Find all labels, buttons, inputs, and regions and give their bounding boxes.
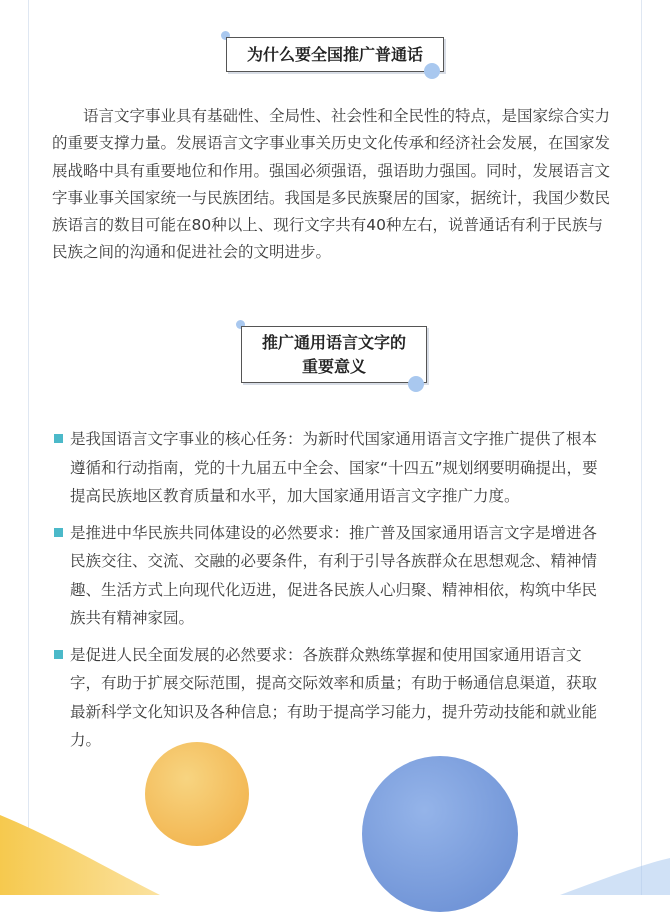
square-bullet-icon xyxy=(54,650,63,659)
left-border-line xyxy=(28,0,29,895)
list-item xyxy=(54,519,610,633)
orange-decorative-circle xyxy=(145,742,249,846)
list-item xyxy=(54,641,610,755)
blue-decorative-circle xyxy=(362,756,518,912)
list-item-text: 是推进中华民族共同体建设的必然要求：推广普及国家通用语言文字是增进各民族交往、交流、交融的必要条件，有利于引导各族群众在思想观念、精神情趣、生活方式上向现代化迈进，促进各民族人心归聚、精神相依，构筑中华民族共有精神家园。 xyxy=(70,523,598,627)
heading-dot-bottom-right xyxy=(408,376,424,392)
list-item-text: 是促进人民全面发展的必然要求：各族群众熟练掌握和使用国家通用语言文字，有助于扩展交际范围，提高交际效率和质量；有助于畅通信息渠道，获取最新科学文化知识及各种信息；有助于提高学习能力，提升劳动技能和就业能力。 xyxy=(70,645,598,749)
section1-heading xyxy=(226,37,444,72)
section2-title-line2: 重要意义 xyxy=(301,357,366,376)
section2-title-line1: 推广通用语言文字的 xyxy=(261,333,406,352)
square-bullet-icon xyxy=(54,528,63,537)
heading-dot-bottom-right xyxy=(424,63,440,79)
list-item-text: 是我国语言文字事业的核心任务：为新时代国家通用语言文字推广提供了根本遵循和行动指南，党的十九届五中全会、国家“十四五”规划纲要明确提出，要提高民族地区教育质量和水平，加大国家通用语言文字推广力度。 xyxy=(70,430,598,505)
section1-title: 为什么要全国推广普通话 xyxy=(246,45,423,64)
list-item xyxy=(54,425,610,511)
section1-body: 语言文字事业具有基础性、全局性、社会性和全民性的特点，是国家综合实力的重要支撑力量。发展语言文字事业事关历史文化传承和经济社会发展，在国家发展战略中具有重要地位和作用。强国必须强语，强语助力强国。同时，发展语言文字事业事关国家统一与民族团结。我国是多民族聚居的国家，据统计，我国少数民族语言的数目可能在80种以上、现行文字共有40种左右，说普通话有利于民族与民族之间的沟通和促进社会的文明进步。 xyxy=(52,107,611,262)
significance-list xyxy=(54,425,610,763)
section2-heading xyxy=(241,326,427,383)
right-border-line xyxy=(641,0,642,895)
square-bullet-icon xyxy=(54,434,63,443)
